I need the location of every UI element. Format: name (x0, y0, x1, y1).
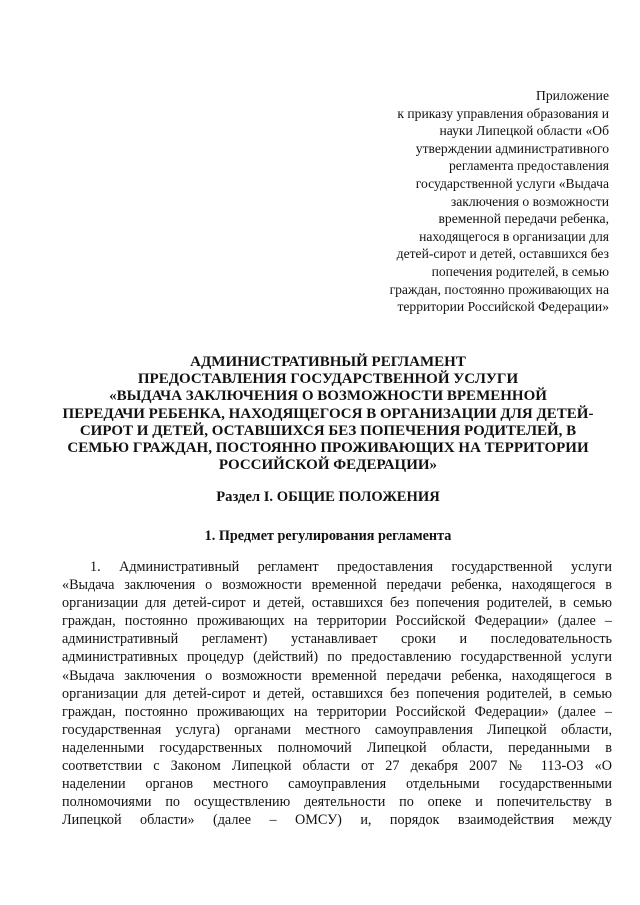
title-line: СИРОТ И ДЕТЕЙ, ОСТАВШИХСЯ БЕЗ ПОПЕЧЕНИЯ РОДИТЕЛЕЙ, В (79, 422, 577, 439)
paragraph-line: государственная услуга) органами местного самоуправления Липецкой области, (62, 721, 612, 738)
appendix-line: попечения родителей, в семью (431, 263, 609, 279)
paragraph-line: 1. Административный регламент предоставления государственной услуги (90, 559, 612, 575)
paragraph-line: соответствии с Законом Липецкой области от 27 декабря 2007 № 113-ОЗ «О (62, 758, 612, 775)
section-heading: Раздел I. ОБЩИЕ ПОЛОЖЕНИЯ (216, 489, 440, 505)
paragraph-line: граждан, постоянно проживающих на территории Российской Федерации» (далее – (62, 703, 612, 720)
appendix-line: науки Липецкой области «Об (439, 123, 609, 139)
appendix-line: регламента предоставления (449, 158, 609, 174)
body-paragraph (62, 558, 612, 829)
appendix-line: государственной услуги «Выдача (415, 175, 609, 191)
document-title (58, 354, 598, 474)
appendix-line: к приказу управления образования и (397, 105, 609, 121)
paragraph-line: Липецкой области» (далее – ОМСУ) и, порядок взаимодействия между (62, 812, 612, 829)
appendix-line: детей-сирот и детей, оставшихся без (396, 246, 609, 262)
paragraph-line: административных процедур (действий) по предоставлению государственной услуги (62, 649, 612, 666)
appendix-line: заключения о возможности (450, 193, 609, 209)
appendix-line: Приложение (536, 88, 609, 103)
appendix-line: временной передачи ребенка, (438, 211, 609, 227)
appendix-line: территории Российской Федерации» (397, 299, 609, 315)
paragraph-line: организации для детей-сирот и детей, оставшихся без попечения родителей, в семью (62, 595, 612, 612)
subsection-heading: 1. Предмет регулирования регламента (204, 528, 452, 544)
paragraph-line: административный регламент) устанавливает сроки и последовательность (62, 631, 612, 648)
paragraph-line: «Выдача заключения о возможности временной передачи ребенка, находящегося в (62, 577, 612, 594)
paragraph-line: граждан, постоянно проживающих на территории Российской Федерации» (далее – (62, 613, 612, 630)
appendix-line: граждан, постоянно проживающих на (389, 281, 609, 297)
paragraph-line: наделенными государственных полномочий Липецкой области, переданными в (62, 739, 612, 756)
title-line: ПЕРЕДАЧИ РЕБЕНКА, НАХОДЯЩЕГОСЯ В ОРГАНИЗАЦИИ ДЛЯ ДЕТЕЙ- (62, 405, 594, 422)
paragraph-line: организации для детей-сирот и детей, оставшихся без попечения родителей, в семью (62, 685, 612, 702)
title-line: АДМИНИСТРАТИВНЫЙ РЕГЛАМЕНТ (190, 354, 466, 370)
paragraph-line: «Выдача заключения о возможности временной передачи ребенка, находящегося в (62, 667, 612, 684)
title-line: СЕМЬЮ ГРАЖДАН, ПОСТОЯННО ПРОЖИВАЮЩИХ НА ТЕРРИТОРИИ (67, 440, 589, 457)
title-line: РОССИЙСКОЙ ФЕДЕРАЦИИ» (218, 457, 438, 474)
paragraph-line: полномочиями по осуществлению деятельности по опеке и попечительству в (62, 794, 612, 811)
appendix-note (349, 87, 609, 316)
title-line: ПРЕДОСТАВЛЕНИЯ ГОСУДАРСТВЕННОЙ УСЛУГИ (137, 371, 519, 388)
title-line: «ВЫДАЧА ЗАКЛЮЧЕНИЯ О ВОЗМОЖНОСТИ ВРЕМЕННОЙ (109, 388, 547, 405)
appendix-line: утверждении административного (415, 140, 609, 156)
paragraph-line: наделении органов местного самоуправления отдельными государственными (62, 776, 612, 793)
appendix-line: находящегося в организации для (419, 228, 609, 244)
